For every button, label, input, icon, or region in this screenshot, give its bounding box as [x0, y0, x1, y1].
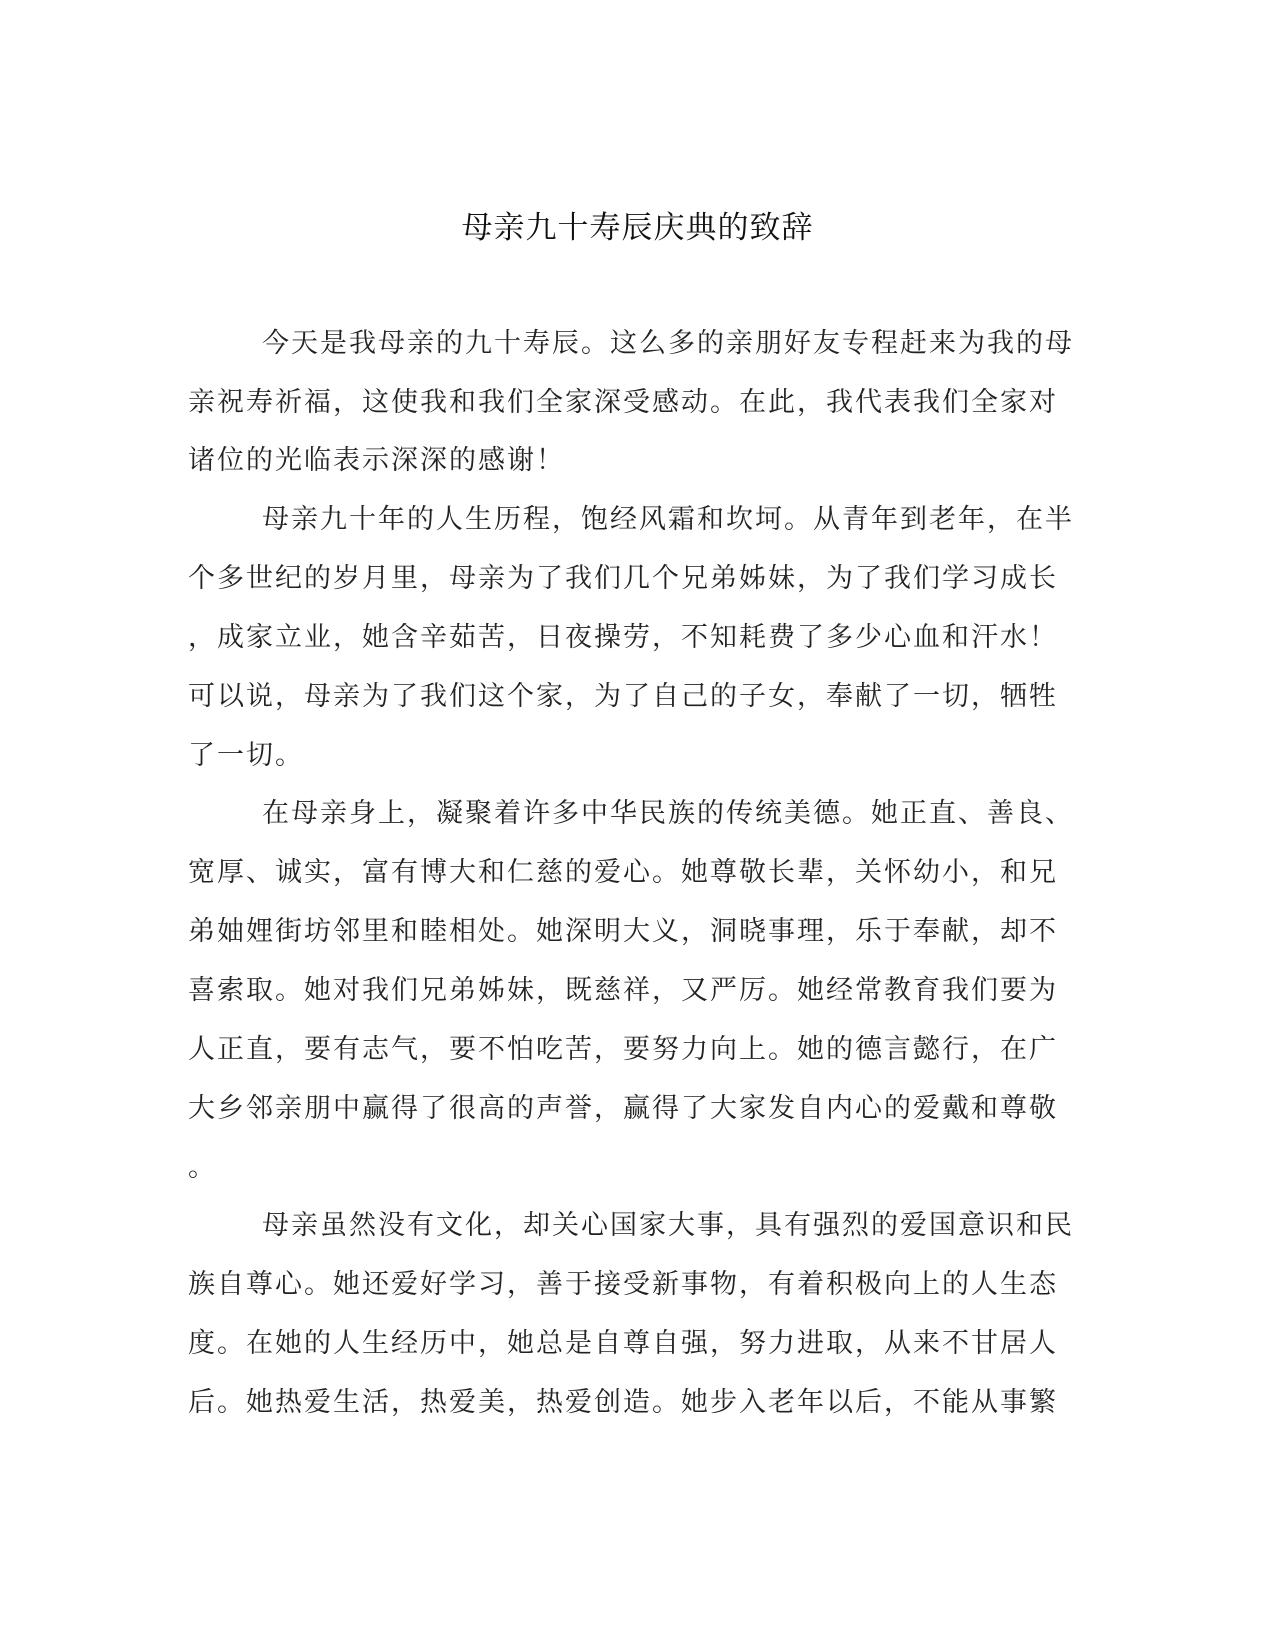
paragraph-1-line-3: 诸位的光临表示深深的感谢！ — [188, 445, 565, 476]
document-title: 母亲九十寿辰庆典的致辞 — [461, 210, 814, 246]
paragraph-3-line-5: 人正直，要有志气，要不怕吃苦，要努力向上。她的德言懿行，在广 — [188, 1034, 1058, 1065]
paragraph-2-line-4: 可以说，母亲为了我们这个家，为了自己的子女，奉献了一切，牺牲 — [188, 681, 1058, 712]
paragraph-3-line-6: 大乡邻亲朋中赢得了很高的声誉，赢得了大家发自内心的爱戴和尊敬 — [188, 1093, 1058, 1124]
paragraph-4-line-3: 度。在她的人生经历中，她总是自尊自强，努力进取，从来不甘居人 — [188, 1328, 1058, 1359]
paragraph-4-line-2: 族自尊心。她还爱好学习，善于接受新事物，有着积极向上的人生态 — [188, 1269, 1058, 1300]
paragraph-3-line-4: 喜索取。她对我们兄弟姊妹，既慈祥，又严厉。她经常教育我们要为 — [188, 975, 1058, 1006]
paragraph-2-line-2: 个多世纪的岁月里，母亲为了我们几个兄弟姊妹，为了我们学习成长 — [188, 563, 1058, 594]
paragraph-3-line-7: 。 — [188, 1152, 217, 1183]
paragraph-1-line-1: 今天是我母亲的九十寿辰。这么多的亲朋好友专程赶来为我的母 — [262, 328, 1074, 359]
paragraph-2-line-3: ，成家立业，她含辛茹苦，日夜操劳，不知耗费了多少心血和汗水！ — [188, 622, 1058, 653]
paragraph-4-line-1: 母亲虽然没有文化，却关心国家大事，具有强烈的爱国意识和民 — [262, 1210, 1074, 1241]
paragraph-4-line-4: 后。她热爱生活，热爱美，热爱创造。她步入老年以后，不能从事繁 — [188, 1387, 1058, 1418]
paragraph-2-line-5: 了一切。 — [188, 740, 304, 771]
paragraph-1-line-2: 亲祝寿祈福，这使我和我们全家深受感动。在此，我代表我们全家对 — [188, 387, 1058, 418]
paragraph-3-line-2: 宽厚、诚实，富有博大和仁慈的爱心。她尊敬长辈，关怀幼小，和兄 — [188, 857, 1058, 888]
paragraph-3-line-3: 弟妯娌街坊邻里和睦相处。她深明大义，洞晓事理，乐于奉献，却不 — [188, 916, 1058, 947]
paragraph-2-line-1: 母亲九十年的人生历程，饱经风霜和坎坷。从青年到老年，在半 — [262, 504, 1074, 535]
paragraph-3-line-1: 在母亲身上，凝聚着许多中华民族的传统美德。她正直、善良、 — [262, 798, 1074, 829]
